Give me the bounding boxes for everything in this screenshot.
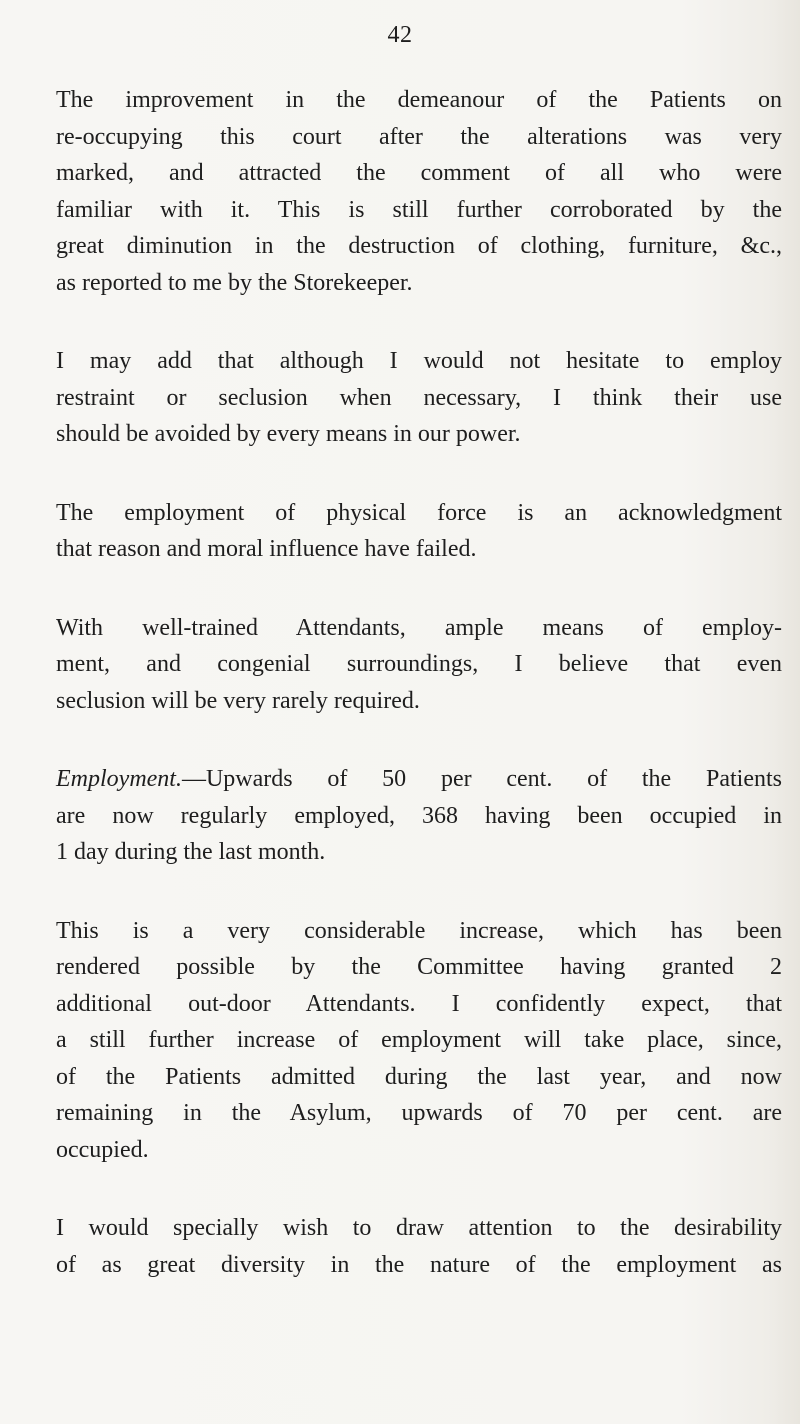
paragraph-employment [56, 761, 782, 871]
paragraph-attendants [56, 610, 782, 720]
page-number: 42 [387, 22, 413, 48]
text-line: restraint or seclusion when necessary, I think their use [56, 384, 782, 411]
paragraph-demeanour [56, 82, 782, 301]
text-line [56, 761, 782, 798]
text-line: that reason and moral influence have failed. [56, 536, 477, 562]
text-line: marked, and attracted the comment of all who were [56, 160, 782, 186]
text-line: rendered possible by the Committee having granted 2 [56, 954, 782, 980]
text-line: seclusion will be very rarely required. [56, 687, 420, 714]
text-line: The employment of physical force is an acknowledgment [56, 499, 782, 526]
text-line: great diminution in the destruction of clothing, furniture, &c., [56, 233, 782, 259]
paragraph-diversity [56, 1210, 782, 1283]
text-line: 1 day during the last month. [56, 839, 326, 865]
text-line: occupied. [56, 1136, 149, 1163]
text-line: should be avoided by every means in our power. [56, 421, 521, 447]
text-line: remaining in the Asylum, upwards of 70 per cent. are [56, 1100, 782, 1126]
text-line: I would specially wish to draw attention to the desirability [56, 1215, 782, 1241]
text-line: The improvement in the demeanour of the Patients on [56, 87, 782, 113]
text-line: With well-trained Attendants, ample means of employ- [56, 614, 782, 641]
text-line: are now regularly employed, 368 having been occupied in [56, 802, 782, 829]
text-line: of the Patients admitted during the last year, and now [56, 1063, 782, 1090]
text-line: re-occupying this court after the alterations was very [56, 123, 782, 150]
text-line: I may add that although I would not hesitate to employ [56, 348, 782, 374]
text-line: as reported to me by the Storekeeper. [56, 269, 413, 296]
section-heading-employment: Employment. [56, 766, 182, 792]
text-line: This is a very considerable increase, which has been [56, 917, 782, 944]
text-line: additional out-door Attendants. I confidently expect, that [56, 990, 782, 1017]
body-text [56, 82, 782, 1325]
text-line: a still further increase of employment will take place, since, [56, 1027, 782, 1053]
paragraph-physical-force [56, 495, 782, 568]
text-line: familiar with it. This is still further corroborated by the [56, 196, 782, 223]
paragraph-restraint [56, 343, 782, 453]
paragraph-increase [56, 913, 782, 1169]
text-run: —Upwards of 50 per cent. of the Patients [181, 766, 782, 792]
text-line: of as great diversity in the nature of the employment as [56, 1251, 782, 1278]
text-line: ment, and congenial surroundings, I believe that even [56, 651, 782, 677]
